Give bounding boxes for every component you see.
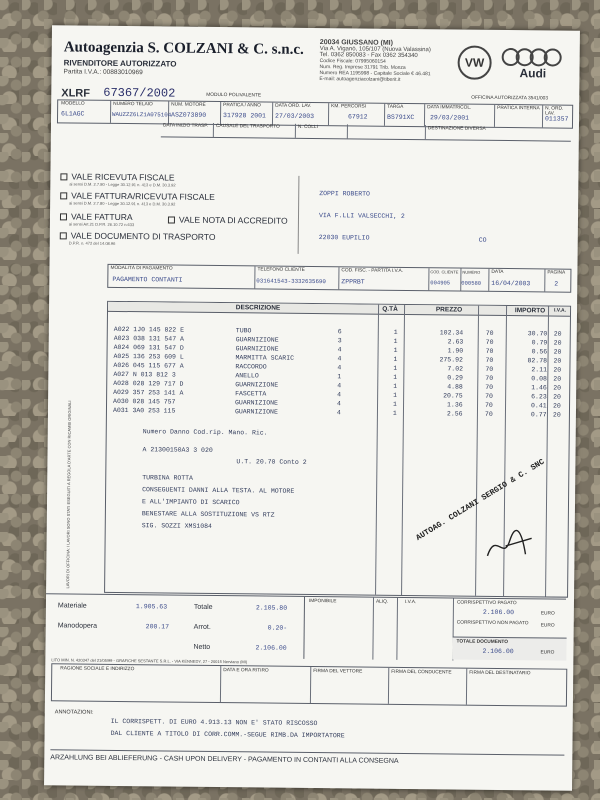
sender-label: RAGIONE SOCIALE E INDIRIZZO xyxy=(60,666,135,673)
table-row: A029 357 253 141 A FASCETTA 4 1 20.75 70 6.23 20 xyxy=(113,388,561,401)
plate-label: TARGA xyxy=(387,104,404,110)
damage-line-2: U.T. 20.70 Conto 2 xyxy=(236,458,307,466)
transport-start-label: DATA INIZIO TRASP. xyxy=(162,123,209,129)
km-label: KM. PERCORSI xyxy=(331,104,367,110)
chassis-label: NUMERO TELAIO xyxy=(113,101,153,108)
company-stamp: AUTOAG. COLZANI SERGIO & C. SNC xyxy=(414,457,547,543)
doc-total-value: 2.106.00 xyxy=(482,647,514,656)
customer-province: CO xyxy=(478,236,487,244)
plate-value: BS791XC xyxy=(387,113,415,122)
recipient-signature-label: FIRMA DEL DESTINATARIO xyxy=(469,670,531,677)
registration-date-label: DATA IMMATRICOL. xyxy=(427,105,472,111)
material-value: 1.905.63 xyxy=(135,603,168,611)
vat-label: I.V.A. xyxy=(404,599,417,606)
unpaid-label: CORRISPETTIVO NON PAGATO xyxy=(456,620,529,627)
registration-date-value: 29/03/2001 xyxy=(430,114,470,122)
annotations-label: ANNOTAZIONI: xyxy=(54,709,94,716)
company-subtitle: RIVENDITORE AUTORIZZATO xyxy=(63,58,177,69)
col-description: DESCRIZIONE xyxy=(235,304,281,312)
damage-header: Numero Danno Cod.rip. Mano. Ric. xyxy=(142,428,268,437)
model-label: MODELLO xyxy=(61,101,85,107)
col-vat: I.V.A. xyxy=(553,307,567,314)
table-row: A023 038 131 547 A GUARNIZIONE 3 1 2.63 70 0.79 20 xyxy=(113,334,562,347)
doc-number: 67367/2002 xyxy=(103,85,176,101)
checkbox-icon xyxy=(168,217,175,224)
option-nota-accredito[interactable]: VALE NOTA DI ACCREDITO xyxy=(168,214,288,225)
km-value: 67912 xyxy=(348,113,368,121)
note-line: BENESTARE ALLA SOSTITUZIONE VS RTZ xyxy=(141,510,275,519)
date-label: DATA xyxy=(491,269,504,275)
table-row: A025 136 253 609 L MARMITTA SCARIC 4 1 275.92 70 82.78 20 xyxy=(113,352,562,365)
paid-currency: EURO xyxy=(540,611,555,617)
form-label: MODULO POLIVALENTE xyxy=(206,92,262,99)
authorized-label: OFFICINA AUTORIZZATA 3541/003 xyxy=(471,95,549,102)
labour-value: 200.17 xyxy=(145,623,170,631)
vat-summary xyxy=(303,597,567,662)
engine-value: ASZ073890 xyxy=(171,111,207,119)
order-date-label: DATA ORD. LAV. xyxy=(275,103,312,109)
table-row: A031 3A0 253 115 GUARNIZIONE 4 1 2.56 70 0.77 20 xyxy=(112,406,561,419)
table-header xyxy=(108,302,570,317)
option-fattura-ricevuta[interactable]: VALE FATTURA/RICEVUTA FISCALE ai sensi D.M. 2.7.80 - Legge 30.12.91 n. 413 e D.M. 30.3.92 xyxy=(60,190,215,207)
checkbox-icon xyxy=(60,233,67,240)
col-amount: IMPORTO xyxy=(514,307,546,315)
order-date-value: 27/03/2003 xyxy=(275,112,315,121)
signature-row xyxy=(51,663,567,706)
checkbox-icon xyxy=(60,174,67,181)
labour-label: Manodopera xyxy=(57,622,98,630)
invoice-sheet xyxy=(44,25,580,790)
vw-logo-icon: VW xyxy=(457,46,491,80)
signature-icon xyxy=(485,526,535,567)
company-contacts: 20034 GIUSSANO (MI) Via A. Viganò, 105/107 (Nuova Valassina) Tel. 0362 850083 - Fax 0362 354340 Codice Fiscale: 07995060154 Num. Reg. Imprese 31791 Trib. Monza Numero REA 1195998 - Capitale Sociale € 46.481 E-mail: autoagenziacolzani@tiberit.it xyxy=(319,39,431,83)
driver-signature-label: FIRMA DEL CONDUCENTE xyxy=(391,669,452,676)
packages-label: N. COLLI xyxy=(297,124,318,131)
pickup-label: DATA E ORA RITIRO xyxy=(223,668,269,674)
margin-conditions: LAVORI DI OFFICINA: I LAVORI SONO STATI ESEGUITI A REGOLA D'ARTE CON RICAMBI ORIGINALI xyxy=(65,400,73,589)
taxable-label: IMPONIBILE xyxy=(308,598,337,605)
practice-value: 317928 2001 xyxy=(223,112,267,120)
item-rows xyxy=(107,326,570,421)
table-row: A022 1J0 145 822 E TUBO 6 1 102.34 70 30.70 20 xyxy=(113,325,562,338)
rate-label: ALIQ. xyxy=(375,599,389,605)
col-price: PREZZO xyxy=(435,306,463,314)
number-label: NUMERO xyxy=(462,269,481,275)
material-label: Materiale xyxy=(57,602,87,610)
doc-date: 16/04/2003 xyxy=(491,279,531,288)
carrier-signature-label: FIRMA DEL VETTORE xyxy=(313,669,363,675)
note-line: SIG. SOZZI XMS1084 xyxy=(141,522,213,530)
table-row: A028 028 129 717 D GUARNIZIONE 4 1 4.88 70 1.46 20 xyxy=(113,379,562,392)
totals-section xyxy=(45,593,566,661)
footer: ARZAHLUNG BEI ABLIEFERUNG - CASH UPON DELIVERY - PAGAMENTO IN CONTANTI ALLA CONSEGNA xyxy=(50,749,564,766)
annotation-line-2: DAL CLIENTE A TITOLO DI CORR.COMM.-SEGUE RIMB.DA IMPORTATORE xyxy=(110,729,345,740)
phone-label: TELEFONO CLIENTE xyxy=(257,267,305,273)
customer-street: VIA F.LLI VALSECCHI, 2 xyxy=(318,212,405,220)
model-value: 6L1AGC xyxy=(61,110,85,118)
client-code-label: COD. CLIENTE xyxy=(430,269,459,275)
table-row: A030 028 145 757 GUARNIZIONE 4 1 1.36 70 0.41 20 xyxy=(113,397,561,410)
note-line: E ALL'IMPIANTO DI SCARICO xyxy=(141,498,240,507)
customer-name: ZOPPI ROBERTO xyxy=(319,190,370,198)
printer-line: LITO MIN. N. 420347 del 21/05/99 - GRAFICHE SESTANTE S.R.L. - VIA KENNEDY, 27 - 20015 Nerviano (MI) xyxy=(51,657,248,665)
practice-label: PRATICA / ANNO xyxy=(223,103,261,109)
annotation-line-1: IL CORRISPETT. DI EURO 4.913.13 NON E' STATO RISCOSSO xyxy=(110,717,318,728)
doc-internal-number: 000580 xyxy=(461,279,482,287)
table-row: A026 045 115 677 A RACCORDO 4 1 7.02 70 2.11 20 xyxy=(113,361,562,374)
payment-row xyxy=(107,264,571,293)
client-code: 004905 xyxy=(430,279,451,287)
paid-label: CORRISPETTIVO PAGATO xyxy=(456,600,517,607)
transport-row xyxy=(161,122,571,141)
unpaid-currency: EURO xyxy=(540,623,555,629)
customer-city: 22030 EUPILIO xyxy=(318,234,370,242)
note-line: CONSEGUENTI DANNI ALLA TESTA. AL MOTORE xyxy=(142,486,295,495)
note-line: TURBINA ROTTA xyxy=(142,474,194,482)
company-vat: Partita I.V.A.: 00883010969 xyxy=(63,68,143,77)
payment-mode: PAGAMENTO CONTANTI xyxy=(112,275,183,284)
destination-label: DESTINAZIONE DIVERSA xyxy=(427,126,486,132)
work-order-label: N. ORD. LAV. xyxy=(545,106,564,117)
option-documento-trasporto[interactable]: VALE DOCUMENTO DI TRASPORTO D.P.R. n. 472 del 14.08.96 xyxy=(60,230,216,247)
work-order-value: 011357 xyxy=(545,115,569,123)
page-number: 2 xyxy=(554,280,559,288)
net-label: Netto xyxy=(193,643,211,651)
doc-total-box xyxy=(452,636,566,660)
transport-reason-label: CAUSALE DEL TRASPORTO xyxy=(215,123,280,130)
table-row: A027 N 013 812 3 ANELLO 1 1 0.29 70 0.08 20 xyxy=(113,370,562,383)
doc-total-currency: EURO xyxy=(540,650,555,656)
fiscal-code: ZPPRBT xyxy=(341,278,365,286)
col-qty: Q.TÀ xyxy=(382,305,398,313)
paid-value: 2.106.00 xyxy=(482,608,515,617)
table-row: A024 069 131 547 D GUARNIZIONE 4 1 1.90 70 0.56 20 xyxy=(113,343,562,356)
doc-total-label: TOTALE DOCUMENTO xyxy=(456,639,509,646)
checkbox-icon xyxy=(60,214,67,221)
audi-brand: Audi xyxy=(519,66,547,81)
payment-mode-label: MODALITÀ DI PAGAMENTO xyxy=(110,265,173,272)
fiscal-code-label: COD. FISC. - PARTITA I.V.A. xyxy=(341,268,404,274)
total-label: Totale xyxy=(193,603,213,611)
internal-practice-label: PRATICA INTERNA xyxy=(497,105,540,112)
engine-label: NUM. MOTORE xyxy=(171,102,206,108)
damage-line-1: A 21300150A3 3 020 xyxy=(142,446,213,454)
option-ricevuta-fiscale[interactable]: VALE RICEVUTA FISCALE ai sensi D.M. 2.7.80 - Legge 30.12.91 n. 413 e D.M. 30.3.92 xyxy=(60,171,175,187)
page-label: PAGINA xyxy=(547,270,566,276)
option-fattura[interactable]: VALE FATTURA ai sensi Art.21 D.P.R. 26.10.72 n.633 xyxy=(60,211,134,227)
rounding-value: 0.20- xyxy=(267,624,288,632)
rounding-label: Arrot. xyxy=(193,623,211,631)
checkbox-icon xyxy=(60,193,67,200)
chassis-value: WAUZZZ6LZ1A075104 xyxy=(112,110,172,119)
doc-series: XLRF xyxy=(61,87,91,100)
net-value: 2.106.00 xyxy=(255,644,287,652)
customer-box xyxy=(298,176,560,257)
company-name: Autoagenzia S. COLZANI & C. s.n.c. xyxy=(63,39,304,58)
total-value: 2.105.80 xyxy=(255,604,288,612)
items-table xyxy=(104,301,571,598)
customer-phone: 031641543-3332635690 xyxy=(256,277,326,286)
